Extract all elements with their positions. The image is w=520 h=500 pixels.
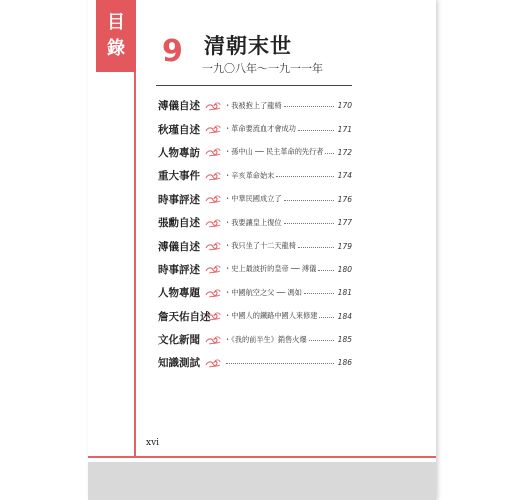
toc-page-number: 176 (337, 194, 352, 204)
chapter-title: 清朝末世 (204, 34, 292, 58)
toc-entry[interactable] (158, 234, 352, 257)
dot-leader (284, 106, 334, 107)
dot-leader (319, 317, 334, 318)
cloud-swirl-icon (205, 101, 221, 111)
toc-entry[interactable] (158, 164, 352, 187)
cloud-swirl-icon (205, 194, 221, 204)
section-tab-char-2: 錄 (107, 38, 125, 59)
cloud-swirl-icon (205, 124, 221, 134)
chapter-years: 一九〇八年～一九一一年 (202, 62, 323, 75)
toc-entry-title: ・中華民國成立了 (224, 194, 282, 204)
dot-leader (284, 223, 334, 224)
toc-entry[interactable] (158, 281, 352, 304)
dot-leader (318, 270, 334, 271)
toc-entry[interactable] (158, 351, 352, 374)
page-folio: xvi (146, 438, 160, 448)
chapter-number: 9 (162, 34, 183, 69)
cloud-swirl-icon (205, 288, 221, 298)
toc-entry-title: ・《我的前半生》銷售火爆 (224, 334, 307, 344)
toc-entry-title: ・我被抱上了龍椅 (224, 100, 282, 110)
cloud-swirl-icon (205, 358, 221, 368)
toc-entry[interactable] (158, 94, 352, 117)
toc-page-number: 181 (337, 288, 352, 298)
toc-category: 時事評述 (158, 263, 200, 276)
toc-entry[interactable] (158, 117, 352, 140)
toc-entry[interactable] (158, 141, 352, 164)
cloud-swirl-icon (205, 241, 221, 251)
bottom-margin-rule (88, 456, 436, 458)
section-tab (96, 0, 136, 72)
toc-entry[interactable] (158, 305, 352, 328)
toc-entry-title: ・孫中山 ── 民主革命的先行者 (224, 147, 324, 157)
dot-leader (298, 247, 334, 248)
toc-entry-title: ・我只坐了十二天龍椅 (224, 241, 296, 251)
cloud-swirl-icon (205, 311, 221, 321)
dot-leader (325, 153, 334, 154)
toc-page-number: 174 (337, 171, 352, 181)
toc-page-number: 171 (337, 124, 352, 134)
toc-entry-title: ・革命要流血才會成功 (224, 124, 296, 134)
toc-category: 人物專題 (158, 287, 200, 300)
section-tab-char-1: 目 (107, 12, 125, 33)
dot-leader (309, 340, 334, 341)
toc-entry[interactable] (158, 211, 352, 234)
toc-page-number: 179 (337, 241, 352, 251)
toc-category: 溥儀自述 (158, 240, 200, 253)
toc-entry[interactable] (158, 258, 352, 281)
toc-entry-title: ・辛亥革命始末 (224, 170, 275, 180)
toc-entry-title: ・中國航空之父 ── 馮如 (224, 287, 302, 297)
toc-category: 溥儀自述 (158, 100, 200, 113)
toc-page-number: 172 (337, 147, 352, 157)
toc-category: 詹天佑自述 (158, 310, 211, 323)
toc-list (158, 94, 352, 375)
toc-page-number: 180 (337, 264, 352, 274)
cloud-swirl-icon (205, 171, 221, 181)
toc-category: 秋瑾自述 (158, 123, 200, 136)
dot-leader (226, 363, 334, 364)
toc-page-number: 184 (337, 311, 352, 321)
cloud-swirl-icon (205, 335, 221, 345)
toc-category: 文化新聞 (158, 334, 200, 347)
toc-page-number: 185 (337, 335, 352, 345)
toc-entry-title: ・我要讓皇上復位 (224, 217, 282, 227)
toc-entry-title: ・中國人的鐵路中國人來修建 (224, 311, 318, 321)
toc-page-number: 170 (337, 101, 352, 111)
cloud-swirl-icon (205, 147, 221, 157)
dot-leader (284, 200, 334, 201)
dot-leader (298, 130, 334, 131)
cloud-swirl-icon (205, 218, 221, 228)
toc-category: 重大事件 (158, 170, 200, 183)
bottom-band (88, 462, 436, 500)
toc-category: 人物專訪 (158, 146, 200, 159)
dot-leader (276, 176, 334, 177)
dot-leader (304, 293, 334, 294)
toc-page-number: 177 (337, 218, 352, 228)
toc-entry-title: ・史上最波折的皇帝 ── 溥儀 (224, 264, 317, 274)
toc-category: 時事評述 (158, 193, 200, 206)
toc-page-number: 186 (337, 358, 352, 368)
toc-category: 張勳自述 (158, 217, 200, 230)
header-rule (156, 85, 352, 86)
toc-entry[interactable] (158, 188, 352, 211)
toc-entry[interactable] (158, 328, 352, 351)
cloud-swirl-icon (205, 264, 221, 274)
toc-category: 知識測試 (158, 357, 200, 370)
